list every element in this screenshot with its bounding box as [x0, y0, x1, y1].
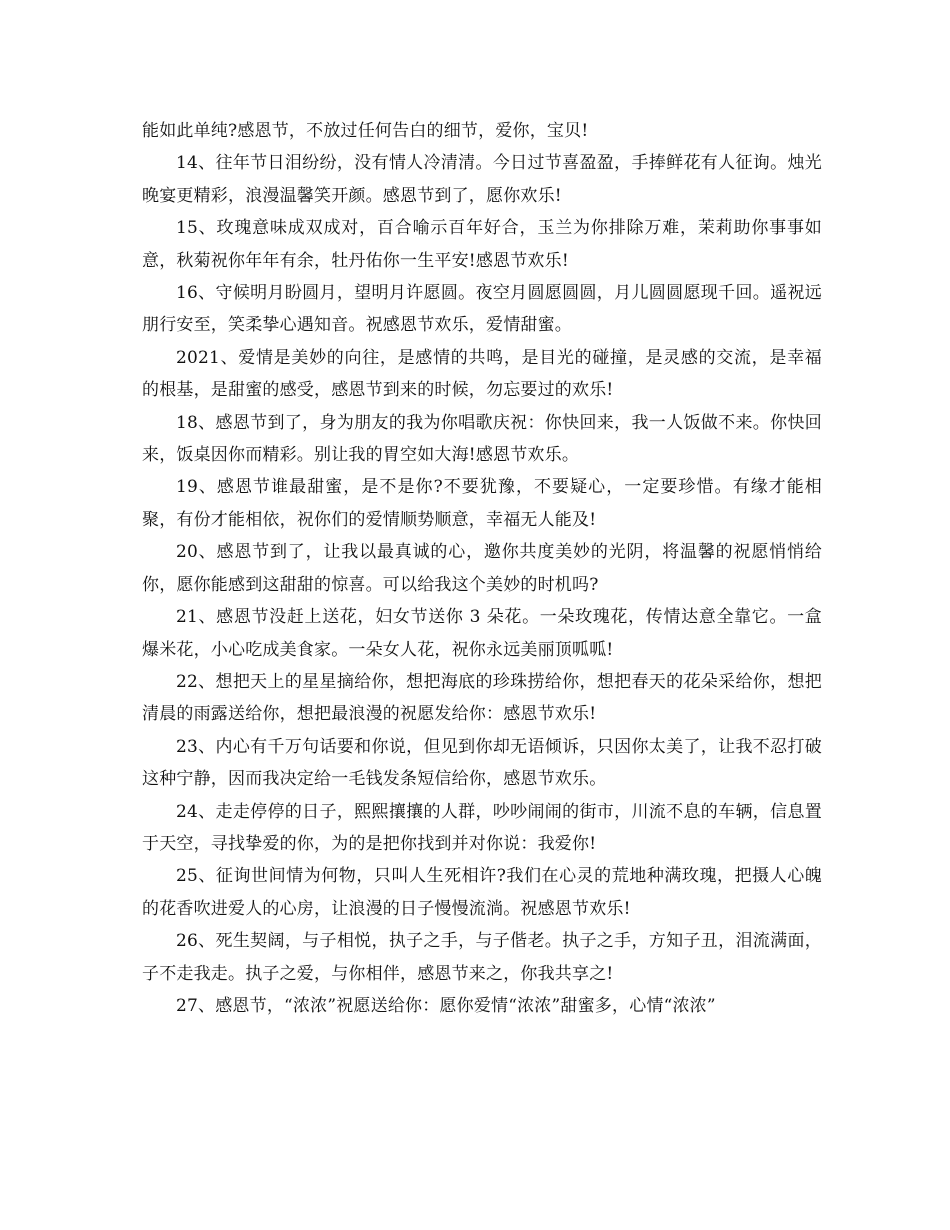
- paragraph-19: 19、感恩节谁最甜蜜，是不是你?不要犹豫，不要疑心，一定要珍惜。有缘才能相聚，有份才能相依，祝你们的爱情顺势顺意，幸福无人能及!: [142, 477, 822, 530]
- paragraph-18: 18、感恩节到了，身为朋友的我为你唱歌庆祝：你快回来，我一人饭做不来。你快回来，饭桌因你而精彩。别让我的胃空如大海!感恩节欢乐。: [142, 412, 822, 466]
- paragraph-26: 26、死生契阔，与子相悦，执子之手，与子偕老。执子之手，方知子丑，泪流满面，子不走我走。执子之爱，与你相伴，感恩节来之，你我共享之!: [142, 931, 822, 984]
- paragraph-15: 15、玫瑰意味成双成对，百合喻示百年好合，玉兰为你排除万难，茉莉助你事事如意，秋菊祝你年年有余，牡丹佑你一生平安!感恩节欢乐!: [142, 218, 822, 271]
- paragraph-23: 23、内心有千万句话要和你说，但见到你却无语倾诉，只因你太美了，让我不忍打破这种宁静，因而我决定给一毛钱发条短信给你，感恩节欢乐。: [142, 736, 822, 790]
- document-body: [142, 115, 822, 1022]
- paragraph-22: 22、想把天上的星星摘给你，想把海底的珍珠捞给你，想把春天的花朵采给你，想把清晨的雨露送给你，想把最浪漫的祝愿发给你：感恩节欢乐!: [142, 671, 822, 725]
- paragraph-25: 25、征询世间情为何物，只叫人生死相许?我们在心灵的荒地种满玫瑰，把摄人心魄的花香吹进爱人的心房，让浪漫的日子慢慢流淌。祝感恩节欢乐!: [142, 866, 822, 919]
- paragraph-2021: 2021、爱情是美妙的向往，是感情的共鸣，是目光的碰撞，是灵感的交流，是幸福的根基，是甜蜜的感受，感恩节到来的时候，勿忘要过的欢乐!: [142, 347, 822, 401]
- paragraph-13-continuation: 能如此单纯?感恩节，不放过任何告白的细节，爱你，宝贝!: [142, 121, 589, 141]
- paragraph-24: 24、走走停停的日子，熙熙攘攘的人群，吵吵闹闹的街市，川流不息的车辆，信息置于天空，寻找挚爱的你，为的是把你找到并对你说：我爱你!: [142, 801, 822, 854]
- paragraph-20: 20、感恩节到了，让我以最真诚的心，邀你共度美妙的光阴，将温馨的祝愿悄悄给你，愿你能感到这甜甜的惊喜。可以给我这个美妙的时机吗?: [142, 542, 822, 595]
- paragraph-16: 16、守候明月盼圆月，望明月许愿圆。夜空月圆愿圆圆，月儿圆圆愿现千回。遥祝远朋行安至，笑柔挚心遇知音。祝感恩节欢乐，爱情甜蜜。: [142, 283, 822, 336]
- paragraph-14: 14、往年节日泪纷纷，没有情人冷清清。今日过节喜盈盈，手捧鲜花有人征询。烛光晚宴更精彩，浪漫温馨笑开颜。感恩节到了，愿你欢乐!: [142, 153, 822, 206]
- paragraph-21: 21、感恩节没赶上送花，妇女节送你 3 朵花。一朵玫瑰花，传情达意全靠它。一盒爆米花，小心吃成美食家。一朵女人花，祝你永远美丽顶呱呱!: [142, 607, 822, 660]
- paragraph-27: 27、感恩节，“浓浓”祝愿送给你：愿你爱情“浓浓”甜蜜多，心情“浓浓”: [176, 995, 716, 1016]
